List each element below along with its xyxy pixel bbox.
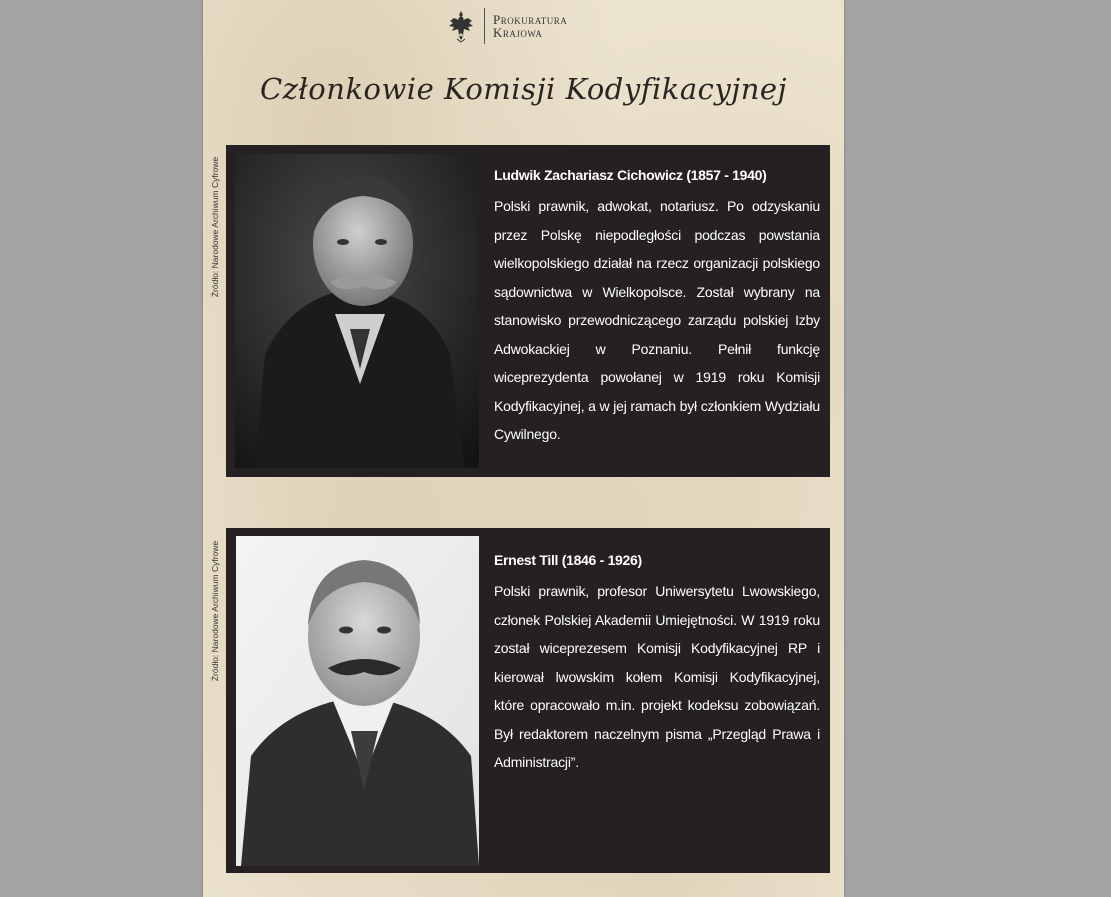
prokuratura-logo [448, 6, 567, 46]
photo-source-caption-1: Źródło: Narodowe Archiwum Cyfrowe [210, 156, 220, 298]
document-page [203, 0, 844, 897]
logo-line-2: Krajowa [493, 25, 543, 40]
member-card-1 [226, 145, 830, 477]
member-bio-2: Polski prawnik, profesor Uniwersytetu Lwowskiego, członek Polskiej Akademii Umiejętności. W 1919 roku został wiceprezesem Komisji Kodyfikacyjnej RP i kierował lwowskim kołem Komisji Kodyfikacyjnej, które opracowało m.in. projekt kodeksu zobowiązań. Był redaktorem naczelnym pisma „Przegląd Prawa i Administracji”. [494, 583, 820, 770]
logo-text [493, 13, 567, 39]
member-bio-1: Polski prawnik, adwokat, notariusz. Po odzyskaniu przez Polskę niepodległości podczas powstania wielkopolskiego działał na rzecz organizacji polskiego sądownictwa w Wielkopolsce. Został wybrany na stanowisko przewodniczącego zarządu polskiej Izby Adwokackiej w Poznaniu. Pełnił funkcję wiceprezydenta powołanej w 1919 roku Komisji Kodyfikacyjnej, a w jej ramach był członkiem Wydziału Cywilnego. [494, 198, 820, 442]
member-name-1: Ludwik Zachariasz Cichowicz (1857 - 1940) [494, 167, 767, 183]
member-photo-2 [236, 536, 479, 866]
logo-line-1: Prokuratura [493, 12, 568, 27]
member-name-2: Ernest Till (1846 - 1926) [494, 552, 642, 568]
eagle-emblem-icon [448, 9, 474, 43]
member-card-2 [226, 528, 830, 873]
member-info-2 [494, 552, 820, 777]
page-title: Członkowie Komisji Kodyfikacyjnej [259, 72, 788, 106]
member-info-1 [494, 167, 820, 449]
member-photo-1 [235, 154, 479, 468]
logo-divider [484, 8, 485, 44]
photo-source-caption-2: Źródło: Narodowe Archiwum Cyfrowe [210, 540, 220, 682]
